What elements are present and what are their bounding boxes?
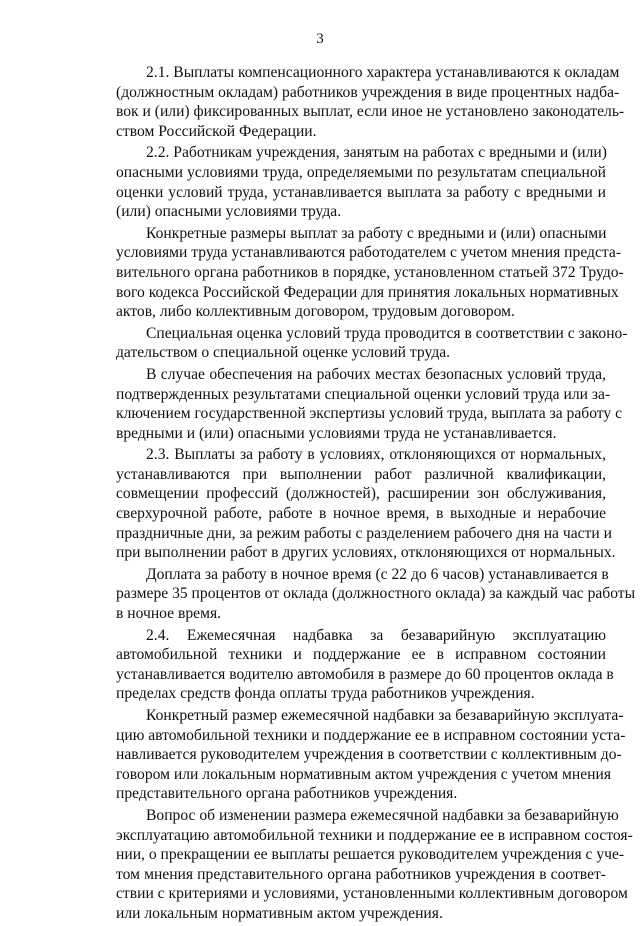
text-line: условиями труда устанавливаются работодателем с учетом мнения предста- bbox=[116, 244, 622, 262]
text-line: 2.3. Выплаты за работу в условиях, отклоняющихся от нормальных, bbox=[146, 446, 606, 464]
text-line: при выполнении работ в других условиях, отклоняющихся от нормальных. bbox=[116, 544, 616, 562]
text-line: размере 35 процентов от оклада (должностного оклада) за каждый час работы bbox=[116, 585, 636, 603]
paragraph-2-1 bbox=[116, 63, 625, 141]
text-line: (или) опасными условиями труда. bbox=[116, 203, 342, 221]
text-line: говором или локальным нормативным актом учреждения с учетом мнения bbox=[116, 765, 612, 783]
paragraph-2-4-change bbox=[116, 806, 633, 924]
text-line: ключением государственной экспертизы условий труда, выплата за работу с bbox=[116, 405, 623, 423]
paragraph-2-2-safe-conditions bbox=[116, 365, 623, 443]
text-line: эксплуатацию автомобильной техники и поддержание ее в исправном состоя- bbox=[116, 826, 633, 844]
text-line: оценки условий труда, устанавливается выплата за работу с вредными и bbox=[116, 183, 606, 201]
text-line: нии, о прекращении ее выплаты решается руководителем учреждения с уче- bbox=[116, 846, 625, 864]
paragraph-2-3 bbox=[116, 445, 616, 563]
text-line: 2.1. Выплаты компенсационного характера устанавливаются к окладам bbox=[146, 64, 620, 81]
text-line: вок и (или) фиксированных выплат, если иное не установлено законодатель- bbox=[116, 103, 625, 121]
paragraph-2-3-night-work bbox=[116, 565, 636, 624]
text-line: подтвержденных результатами специальной оценки условий труда или за- bbox=[116, 385, 611, 403]
text-line: пределах средств фонда оплаты труда работников учреждения. bbox=[116, 685, 535, 703]
text-line: В случае обеспечения на рабочих местах безопасных условий труда, bbox=[146, 365, 606, 383]
text-line: ством Российской Федерации. bbox=[116, 122, 317, 140]
text-line: Вопрос об изменении размера ежемесячной надбавки за безаварийную bbox=[146, 806, 619, 824]
text-line: вительного органа работников в порядке, установленном статьей 372 Трудо- bbox=[116, 263, 624, 281]
document-body bbox=[116, 63, 636, 926]
paragraph-2-4-size bbox=[116, 706, 626, 804]
text-line: представительного органа работников учреждения. bbox=[116, 785, 458, 803]
text-line: Специальная оценка условий труда проводится в соответствии с законо- bbox=[146, 324, 628, 342]
text-line: сверхурочной работе, работе в ночное время, в выходные и нерабочие bbox=[116, 505, 606, 523]
text-line: том мнения представительного органа работников учреждения в соответ- bbox=[116, 865, 606, 883]
text-line: актов, либо коллективным договором, трудовым договором. bbox=[116, 303, 515, 321]
paragraph-2-2-sizes bbox=[116, 224, 624, 322]
text-line: 2.4. Ежемесячная надбавка за безаварийную эксплуатацию bbox=[146, 626, 606, 644]
text-line: праздничные дни, за режим работы с разделением рабочего дня на части и bbox=[116, 524, 612, 542]
page-number: 3 bbox=[316, 31, 324, 47]
text-line: совмещении профессий (должностей), расширении зон обслуживания, bbox=[116, 485, 606, 503]
text-line: (должностным окладам) работников учреждения в виде процентных надба- bbox=[116, 83, 620, 101]
text-line: навливается руководителем учреждения в соответствии с коллективным до- bbox=[116, 746, 622, 764]
text-line: вредными и (или) опасными условиями труда не устанавливается. bbox=[116, 424, 557, 442]
text-line: 2.2. Работникам учреждения, занятым на работах с вредными и (или) bbox=[146, 144, 607, 162]
text-line: цию автомобильной техники и поддержание ее в исправном состоянии уста- bbox=[116, 726, 626, 744]
text-line: автомобильной техники и поддержание ее в исправном состоянии bbox=[116, 646, 606, 664]
paragraph-2-2-special-assessment bbox=[116, 324, 628, 363]
text-line: дательством о специальной оценке условий труда. bbox=[116, 344, 451, 362]
text-line: вого кодекса Российской Федерации для принятия локальных нормативных bbox=[116, 283, 619, 301]
paragraph-2-4 bbox=[116, 626, 614, 704]
text-line: устанавливается водителю автомобиля в размере до 60 процентов оклада в bbox=[116, 665, 614, 683]
text-line: ствии с критериями и условиями, установленными коллективным договором bbox=[116, 885, 628, 903]
text-line: устанавливаются при выполнении работ различной квалификации, bbox=[116, 465, 606, 483]
text-line: Конкретные размеры выплат за работу с вредными и (или) опасными bbox=[146, 224, 607, 242]
text-line: или локальным нормативным актом учреждения. bbox=[116, 904, 443, 922]
text-line: Конкретный размер ежемесячной надбавки за безаварийную эксплуата- bbox=[146, 707, 624, 724]
text-line: Доплата за работу в ночное время (с 22 до 6 часов) устанавливается в bbox=[146, 565, 609, 583]
text-line: в ночное время. bbox=[116, 605, 222, 623]
text-line: опасными условиями труда, определяемыми по результатам специальной bbox=[116, 163, 606, 181]
paragraph-2-2 bbox=[116, 143, 606, 221]
